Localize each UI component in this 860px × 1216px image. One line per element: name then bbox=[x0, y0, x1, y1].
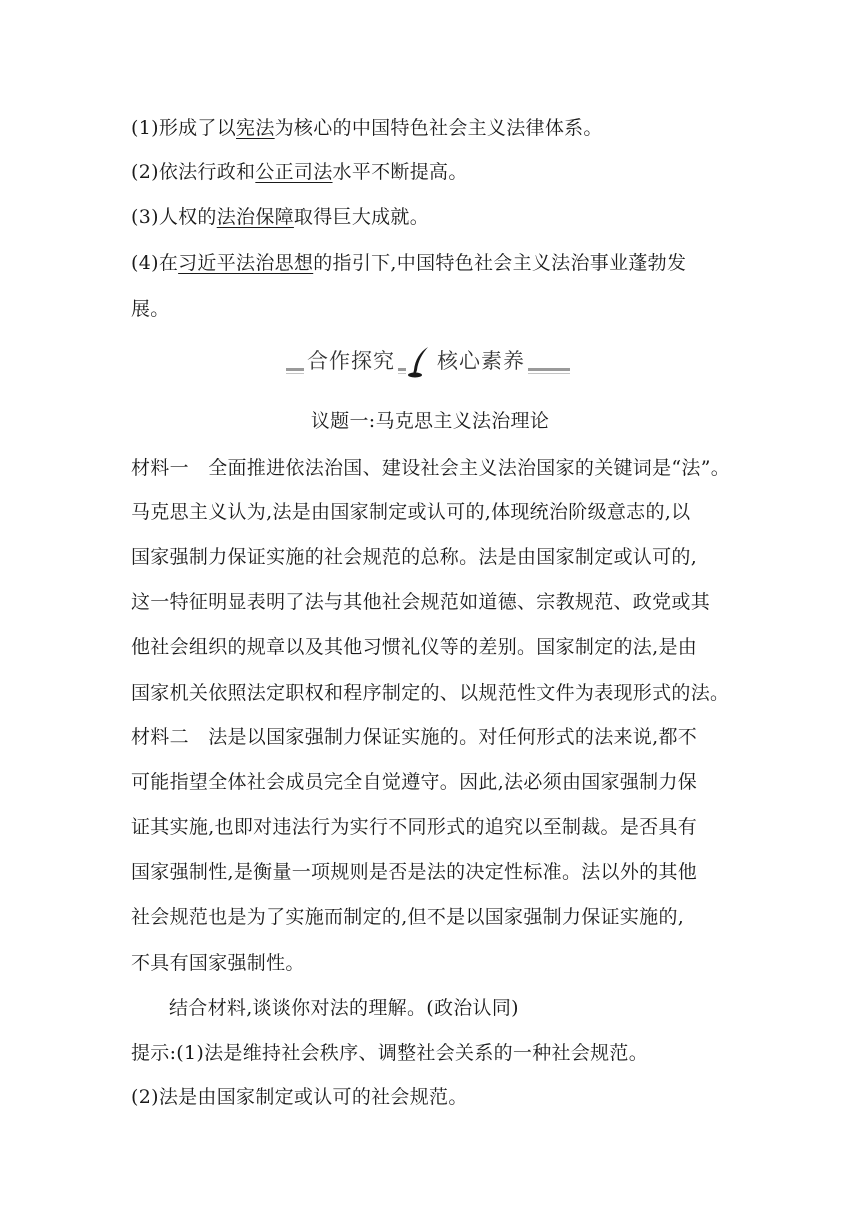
material-line: 国家机关依照法定职权和程序制定的、以规范性文件为表现形式的法。 bbox=[131, 682, 730, 704]
material-line: 马克思主义认为,法是由国家制定或认可的,体现统治阶级意志的,以 bbox=[131, 501, 691, 523]
list-item-4-continued: 展。 bbox=[131, 298, 170, 320]
underlined-term: 宪法 bbox=[236, 117, 275, 139]
section-banner bbox=[286, 346, 570, 378]
underlined-term: 公正司法 bbox=[255, 161, 333, 183]
text: 的指引下,中国特色社会主义法治事业蓬勃发 bbox=[313, 252, 687, 274]
list-item-3 bbox=[131, 205, 429, 229]
material-line: 国家强制性,是衡量一项规则是否是法的决定性标准。法以外的其他 bbox=[131, 861, 698, 883]
material-line: 他社会组织的规章以及其他习惯礼仪等的差别。国家制定的法,是由 bbox=[131, 636, 698, 658]
text: (3)人权的 bbox=[131, 206, 217, 228]
list-item-2 bbox=[131, 160, 468, 184]
banner-right-text: 核心素养 bbox=[434, 348, 528, 374]
list-item-4 bbox=[131, 251, 686, 275]
material-line: 国家强制力保证实施的社会规范的总称。法是由国家制定或认可的, bbox=[131, 546, 698, 568]
material-line: 可能指望全体社会成员完全自觉遵守。因此,法必须由国家强制力保 bbox=[131, 771, 698, 793]
quill-pen-icon bbox=[406, 346, 434, 378]
text: (1)形成了以 bbox=[131, 117, 237, 139]
hint-line: 提示:(1)法是维持社会秩序、调整社会关系的一种社会规范。 bbox=[131, 1042, 649, 1064]
text: (2)依法行政和 bbox=[131, 161, 256, 183]
text: 为核心的中国特色社会主义法律体系。 bbox=[274, 117, 603, 139]
material-line: 不具有国家强制性。 bbox=[131, 952, 305, 974]
material-line: 社会规范也是为了实施而制定的,但不是以国家强制力保证实施的, bbox=[131, 906, 685, 928]
material-line: 这一特征明显表明了法与其他社会规范如道德、宗教规范、政党或其 bbox=[131, 591, 711, 613]
list-item-1 bbox=[131, 116, 603, 140]
underlined-term: 法治保障 bbox=[216, 206, 294, 228]
text: 水平不断提高。 bbox=[332, 161, 468, 183]
question: 结合材料,谈谈你对法的理解。(政治认同) bbox=[169, 997, 519, 1019]
text: 取得巨大成就。 bbox=[293, 206, 430, 228]
material-line: 证其实施,也即对违法行为实行不同形式的追究以至制裁。是否具有 bbox=[131, 816, 698, 838]
material-line: 材料一 全面推进依法治国、建设社会主义法治国家的关键词是“法”。 bbox=[131, 457, 731, 479]
topic-title: 议题一:马克思主义法治理论 bbox=[310, 410, 550, 432]
hint-line: (2)法是由国家制定或认可的社会规范。 bbox=[131, 1086, 468, 1108]
material-line: 材料二 法是以国家强制力保证实施的。对任何形式的法来说,都不 bbox=[131, 726, 698, 748]
text: (4)在 bbox=[131, 252, 179, 274]
underlined-term: 习近平法治思想 bbox=[178, 252, 314, 274]
banner-left-text: 合作探究 bbox=[304, 348, 398, 374]
